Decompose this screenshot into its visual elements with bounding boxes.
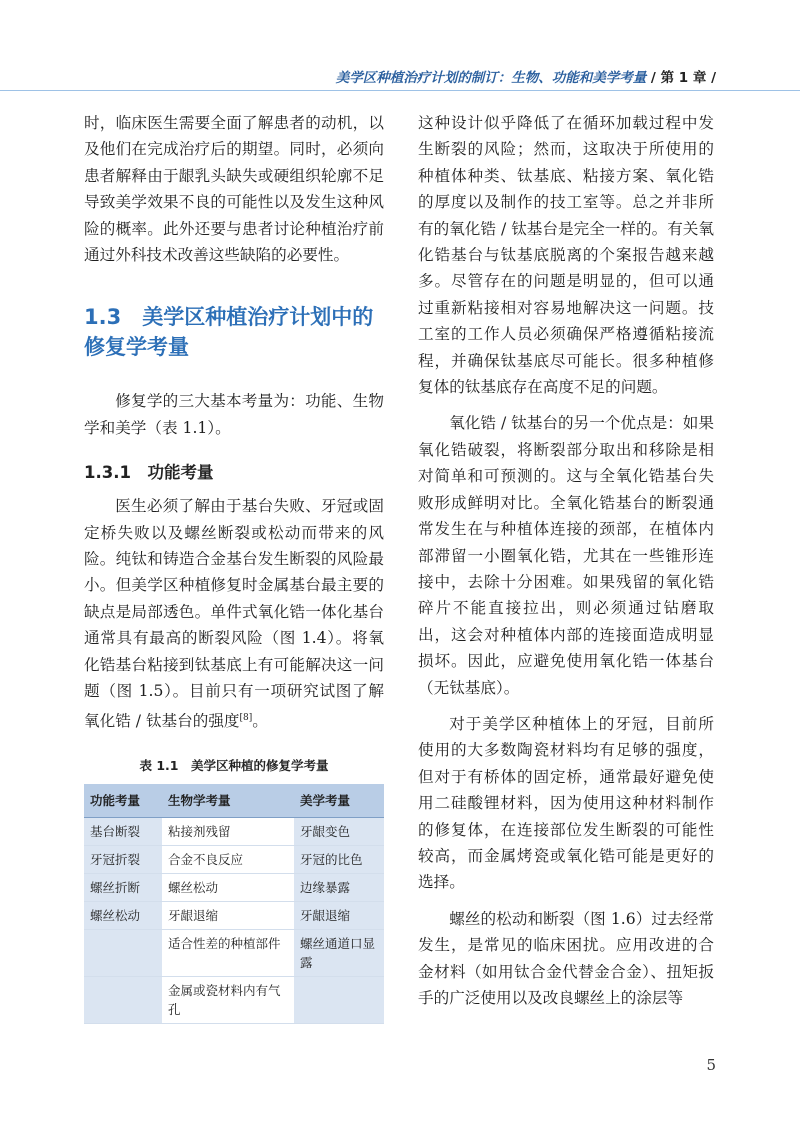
- restorative-considerations-table: [84, 784, 384, 1024]
- table-cell: 螺丝折断: [84, 874, 162, 902]
- header-separator-end: /: [711, 70, 716, 86]
- subsection-title: 1.3.1 功能考量: [84, 463, 214, 483]
- header-separator: /: [650, 70, 656, 86]
- table-cell: 金属或瓷材料内有气孔: [162, 977, 294, 1024]
- left-column: [84, 110, 384, 1024]
- right-paragraph-2: 氧化锆 / 钛基台的另一个优点是：如果氧化锆破裂，将断裂部分取出和移除是相对简单和可预测的。这与全氧化锆基台失败形成鲜明对比。全氧化锆基台的断裂通常发生在与种植体连接的颈部，在植体内部滞留一小圈氧化锆，尤其在一些锥形连接中，去除十分困难。如果残留的氧化锆碎片不能直接拉出，则必须通过钻磨取出，这会对种植体内部的连接面造成明显损坏。因此，应避免使用氧化锆一体基台（无钛基底）。: [418, 414, 714, 697]
- left-paragraph-3-text: 医生必须了解由于基台失败、牙冠或固定桥失败以及螺丝断裂或松动而带来的风险。纯钛和铸造合金基台发生断裂的风险最小。但美学区种植修复时金属基台最主要的缺点是局部透色。单件式氧化锆一体化基台通常具有最高的断裂风险（图 1.4）。将氧化锆基台粘接到钛基底上有可能解决这一问题（图 1.5）。目前只有一项研究试图了解氧化锆 / 钛基台的强度: [84, 497, 384, 730]
- header-title: 美学区种植治疗计划的制订：生物、功能和美学考量: [335, 70, 647, 86]
- right-column: [418, 110, 714, 1011]
- table-cell: 螺丝通道口显露: [294, 930, 384, 977]
- table-row: [84, 930, 384, 977]
- table-cell: 牙龈退缩: [294, 902, 384, 930]
- table-header-cell: 美学考量: [294, 784, 384, 818]
- right-paragraph-4: 螺丝的松动和断裂（图 1.6）过去经常发生，是常见的临床困扰。应用改进的合金材料（如用钛合金代替金合金）、扭矩扳手的广泛使用以及改良螺丝上的涂层等: [418, 909, 714, 1007]
- header-rule: [0, 90, 800, 91]
- table-cell: 螺丝松动: [84, 902, 162, 930]
- table-cell: 合金不良反应: [162, 846, 294, 874]
- table-header-cell: 生物学考量: [162, 784, 294, 818]
- header-chapter: 第 1 章: [660, 70, 707, 86]
- left-paragraph-3: [84, 493, 384, 734]
- right-paragraph-1: 这种设计似乎降低了在循环加载过程中发生断裂的风险；然而，这取决于所使用的种植体种类、钛基底、粘接方案、氧化锆的厚度以及制作的技工室等。总之并非所有的氧化锆 / 钛基台是完全一样的。有关氧化锆基台与钛基底脱离的个案报告越来越多。尽管存在的问题是明显的，但可以通过重新粘接相对容易地解决这一问题。技工室的工作人员必须确保严格遵循粘接流程，并确保钛基底尽可能长。很多种植修复体的钛基底存在高度不足的问题。: [418, 114, 714, 397]
- table-header-cell: 功能考量: [84, 784, 162, 818]
- table-caption: 表 1.1 美学区种植的修复学考量: [139, 758, 329, 774]
- page-number: 5: [706, 1056, 716, 1074]
- table-cell: [294, 977, 384, 1024]
- table-row: [84, 846, 384, 874]
- left-paragraph-1: 时，临床医生需要全面了解患者的动机，以及他们在完成治疗后的期望。同时，必须向患者解释由于龈乳头缺失或硬组织轮廓不足导致美学效果不良的可能性以及发生这种风险的概率。此外还要与患者讨论种植治疗前通过外科技术改善这些缺陷的必要性。: [84, 114, 384, 265]
- table-cell: [84, 930, 162, 977]
- section-title: 1.3 美学区种植治疗计划中的修复学考量: [84, 305, 374, 360]
- table-cell: 牙冠的比色: [294, 846, 384, 874]
- table-cell: [84, 977, 162, 1024]
- table-row: [84, 977, 384, 1024]
- running-header: [336, 66, 716, 86]
- table-cell: 适合性差的种植部件: [162, 930, 294, 977]
- table-row: [84, 818, 384, 846]
- left-paragraph-2: 修复学的三大基本考量为：功能、生物学和美学（表 1.1）。: [84, 392, 384, 437]
- table-cell: 边缘暴露: [294, 874, 384, 902]
- citation-ref: [8]: [239, 712, 253, 723]
- table-cell: 牙冠折裂: [84, 846, 162, 874]
- table-cell: 基台断裂: [84, 818, 162, 846]
- table-cell: 螺丝松动: [162, 874, 294, 902]
- left-paragraph-3-end: 。: [252, 711, 268, 730]
- table-cell: 粘接剂残留: [162, 818, 294, 846]
- table-cell: 牙龈退缩: [162, 902, 294, 930]
- table-row: [84, 902, 384, 930]
- table-cell: 牙龈变色: [294, 818, 384, 846]
- table-row: [84, 874, 384, 902]
- table-header-row: [84, 784, 384, 818]
- right-paragraph-3: 对于美学区种植体上的牙冠，目前所使用的大多数陶瓷材料均有足够的强度，但对于有桥体的固定桥，通常最好避免使用二硅酸锂材料，因为使用这种材料制作的修复体，在连接部位发生断裂的可能性较高，而金属烤瓷或氧化锆可能是更好的选择。: [418, 714, 714, 892]
